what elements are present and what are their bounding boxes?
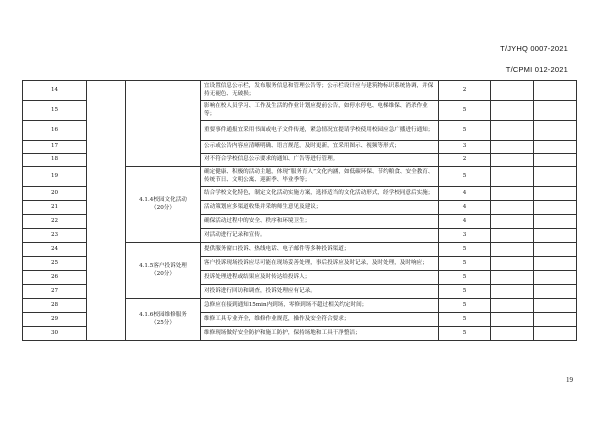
- score: 5: [439, 285, 491, 299]
- score: 3: [439, 229, 491, 243]
- score: 4: [439, 215, 491, 229]
- row-number: 16: [23, 121, 87, 141]
- score: 4: [439, 187, 491, 201]
- empty-cell: [491, 243, 534, 257]
- score: 4: [439, 201, 491, 215]
- row-number: 22: [23, 215, 87, 229]
- score: 5: [439, 271, 491, 285]
- empty-cell: [534, 271, 577, 285]
- subcategory-points: （20分）: [151, 270, 175, 277]
- requirement-text: 对活动进行记录和宣传。: [201, 229, 439, 243]
- score: 5: [439, 121, 491, 141]
- empty-cell: [491, 313, 534, 327]
- empty-cell: [534, 285, 577, 299]
- requirement-text: 客户投诉现场投诉应尽可能在现场妥善处理，事后投诉应及时记录，及时处理，及时响应；: [201, 257, 439, 271]
- score: 5: [439, 257, 491, 271]
- requirement-text: 重要事件通报宜采用书面或电子文件传递，紧急情况宜提请学校使用校园应急广播进行通知；: [201, 121, 439, 141]
- empty-cell: [491, 271, 534, 285]
- requirement-text: 提供服务窗口投诉、热线电话、电子邮件等多种投诉渠道；: [201, 243, 439, 257]
- requirement-text: 确定健康、积极的活动主题，体现“服务育人”文化内涵，如低碳环保、节约粮食、安全教育、传统节日、文明公寓、迎新季、毕业季等；: [201, 167, 439, 187]
- empty-cell: [534, 121, 577, 141]
- requirement-text: 确保活动过程中的安全、秩序和环境卫生；: [201, 215, 439, 229]
- empty-cell: [491, 327, 534, 341]
- empty-cell: [534, 229, 577, 243]
- requirement-text: 投诉处理进程或结果应及时传达给投诉人；: [201, 271, 439, 285]
- subcategory-cell: [126, 81, 201, 167]
- subcategory-cell: [126, 167, 201, 243]
- subcategory-cell: [126, 299, 201, 341]
- score: 5: [439, 299, 491, 313]
- empty-cell: [491, 101, 534, 121]
- empty-cell: [534, 141, 577, 154]
- requirement-text: 影响在校人员学习、工作及生活的作业计划应提前公告，如停水停电、电梯维保、消杀作业等；: [201, 101, 439, 121]
- empty-cell: [534, 167, 577, 187]
- subcategory-points: （20分）: [151, 204, 175, 211]
- empty-cell: [491, 229, 534, 243]
- score: 5: [439, 167, 491, 187]
- row-number: 24: [23, 243, 87, 257]
- empty-cell: [534, 243, 577, 257]
- empty-cell: [491, 299, 534, 313]
- empty-cell: [534, 154, 577, 167]
- requirement-text: 宜设置信息公示栏，发布服务信息和管理公告等；公示栏设计应与建筑物标识系统协调，并保持无褪色、无破损；: [201, 81, 439, 101]
- row-number: 18: [23, 154, 87, 167]
- standard-code-2: T/CPMI 012-2021: [505, 65, 568, 74]
- row-number: 19: [23, 167, 87, 187]
- requirement-text: 结合学校文化特色，制定文化活动实施方案，选择适当的文化活动形式，经学校同意后实施；: [201, 187, 439, 201]
- row-number: 30: [23, 327, 87, 341]
- empty-cell: [534, 101, 577, 121]
- empty-cell: [534, 299, 577, 313]
- row-number: 27: [23, 285, 87, 299]
- score: 5: [439, 101, 491, 121]
- evaluation-table: [22, 80, 577, 341]
- empty-cell: [491, 285, 534, 299]
- standard-code-1: T/JYHQ 0007-2021: [500, 44, 568, 53]
- empty-cell: [491, 201, 534, 215]
- requirement-text: 维修工具专业齐全，维修作业规范，操作及安全符合要求；: [201, 313, 439, 327]
- subcategory-cell: [126, 243, 201, 299]
- requirement-text: 公示或公告内容应清晰明确、语言规范，及时更新，宜采用图示、视频等形式；: [201, 141, 439, 154]
- row-number: 17: [23, 141, 87, 154]
- empty-cell: [491, 215, 534, 229]
- row-number: 20: [23, 187, 87, 201]
- empty-cell: [534, 187, 577, 201]
- row-number: 29: [23, 313, 87, 327]
- page-number: 19: [566, 376, 573, 384]
- empty-cell: [534, 215, 577, 229]
- row-number: 25: [23, 257, 87, 271]
- row-number: 26: [23, 271, 87, 285]
- subcategory-title: 4.1.5客户投诉处理: [139, 263, 187, 270]
- row-number: 21: [23, 201, 87, 215]
- subcategory-title: 4.1.6校园维修服务: [139, 312, 187, 319]
- row-number: 28: [23, 299, 87, 313]
- score: 5: [439, 313, 491, 327]
- requirement-text: 急修应在接到通知15min内到场，零修到场不超过相关约定时间；: [201, 299, 439, 313]
- empty-cell: [491, 154, 534, 167]
- subcategory-title: 4.1.4校园文化活动: [139, 197, 187, 204]
- empty-cell: [534, 313, 577, 327]
- score: 5: [439, 327, 491, 341]
- requirement-text: 对不符合学校信息公示要求的通知、广告等进行管理。: [201, 154, 439, 167]
- empty-cell: [491, 167, 534, 187]
- row-number: 14: [23, 81, 87, 101]
- requirement-text: 活动策划应多渠道收集并采纳师生意见及建议；: [201, 201, 439, 215]
- row-number: 15: [23, 101, 87, 121]
- empty-cell: [534, 257, 577, 271]
- empty-cell: [534, 327, 577, 341]
- score: 2: [439, 81, 491, 101]
- score: 2: [439, 154, 491, 167]
- empty-cell: [534, 201, 577, 215]
- score: 3: [439, 141, 491, 154]
- requirement-text: 对投诉进行回访和调查，投诉处理应有记录。: [201, 285, 439, 299]
- score: 5: [439, 243, 491, 257]
- empty-cell: [491, 141, 534, 154]
- table-row: [23, 81, 577, 101]
- empty-cell: [491, 81, 534, 101]
- row-number: 23: [23, 229, 87, 243]
- category-cell: [87, 81, 126, 341]
- empty-cell: [491, 257, 534, 271]
- empty-cell: [534, 81, 577, 101]
- empty-cell: [491, 187, 534, 201]
- requirement-text: 维修现场做好安全防护和施工防护，保持场地和工具干净整洁；: [201, 327, 439, 341]
- empty-cell: [491, 121, 534, 141]
- subcategory-points: （25分）: [151, 319, 175, 326]
